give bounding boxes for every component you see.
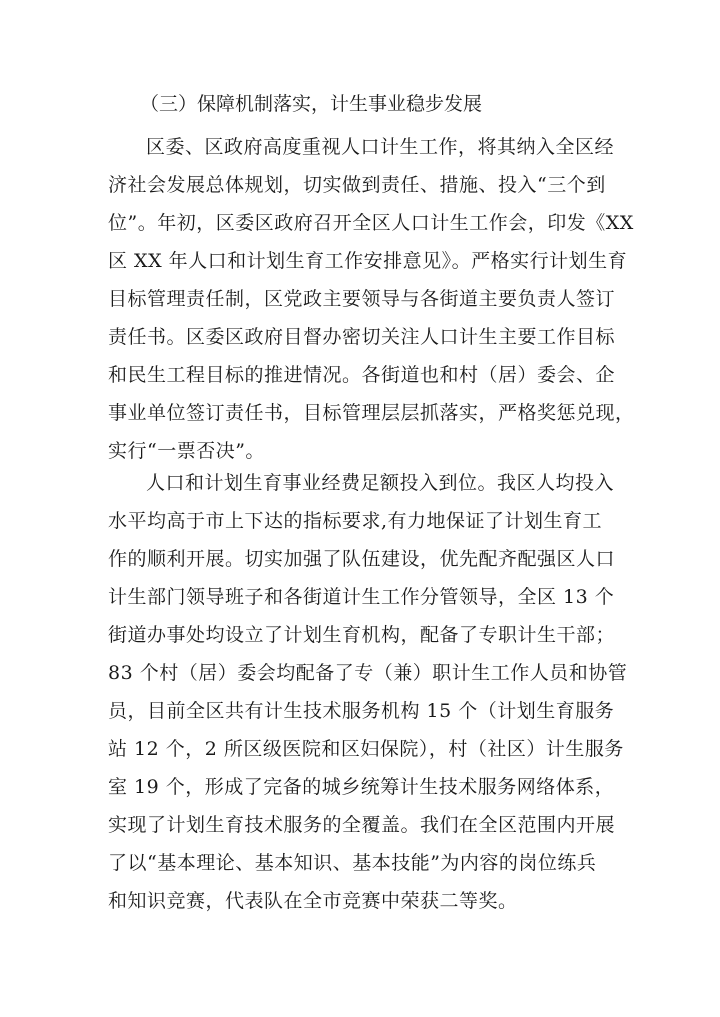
paragraph-line: 室 19 个，形成了完备的城乡统筹计生技术服务网络体系， <box>108 776 615 798</box>
paragraph-line: 员，目前全区共有计生技术服务机构 15 个（计划生育服务 <box>108 700 615 722</box>
paragraph-line: 计生部门领导班子和各街道计生工作分管领导，全区 13 个 <box>108 586 615 608</box>
section-heading: （三）保障机制落实，计生事业稳步发展 <box>140 93 483 115</box>
paragraph-line: 和民生工程目标的推进情况。各街道也和村（居）委会、企 <box>108 364 616 386</box>
paragraph-line: 了以“基本理论、基本知识、基本技能”为内容的岗位练兵 <box>108 852 597 874</box>
paragraph-line: 街道办事处均设立了计划生育机构，配备了专职计生干部； <box>108 624 616 646</box>
paragraph-2 <box>108 464 628 920</box>
paragraph-line: 济社会发展总体规划，切实做到责任、措施、投入“三个到 <box>108 174 606 196</box>
paragraph-line: 事业单位签订责任书，目标管理层层抓落实，严格奖惩兑现， <box>108 402 635 424</box>
paragraph-line: 人口和计划生育事业经费足额投入到位。我区人均投入 <box>146 472 615 494</box>
paragraph-line: 83 个村（居）委会均配备了专（兼）职计生工作人员和协管 <box>108 662 628 684</box>
paragraph-line: 实行“一票否决”。 <box>108 440 265 462</box>
paragraph-line: 水平均高于市上下达的指标要求,有力地保证了计划生育工 <box>108 510 603 532</box>
paragraph-line: 实现了计划生育技术服务的全覆盖。我们在全区范围内开展 <box>108 814 616 836</box>
paragraph-line: 站 12 个，2 所区级医院和区妇保院），村（社区）计生服务 <box>108 738 624 760</box>
paragraph-line: 责任书。区委区政府目督办密切关注人口计生主要工作目标 <box>108 326 616 348</box>
paragraph-line: 目标管理责任制，区党政主要领导与各街道主要负责人签订 <box>108 288 616 310</box>
paragraph-line: 作的顺利开展。切实加强了队伍建设，优先配齐配强区人口 <box>108 548 616 570</box>
paragraph-line: 区委、区政府高度重视人口计生工作，将其纳入全区经 <box>146 136 615 158</box>
paragraph-line: 和知识竞赛，代表队在全市竞赛中荣获二等奖。 <box>108 890 518 912</box>
paragraph-1 <box>108 128 635 470</box>
paragraph-line: 区 XX 年人口和计划生育工作安排意见》。严格实行计划生育 <box>108 250 628 272</box>
paragraph-line: 位”。年初，区委区政府召开全区人口计生工作会，印发《XX <box>108 212 634 234</box>
